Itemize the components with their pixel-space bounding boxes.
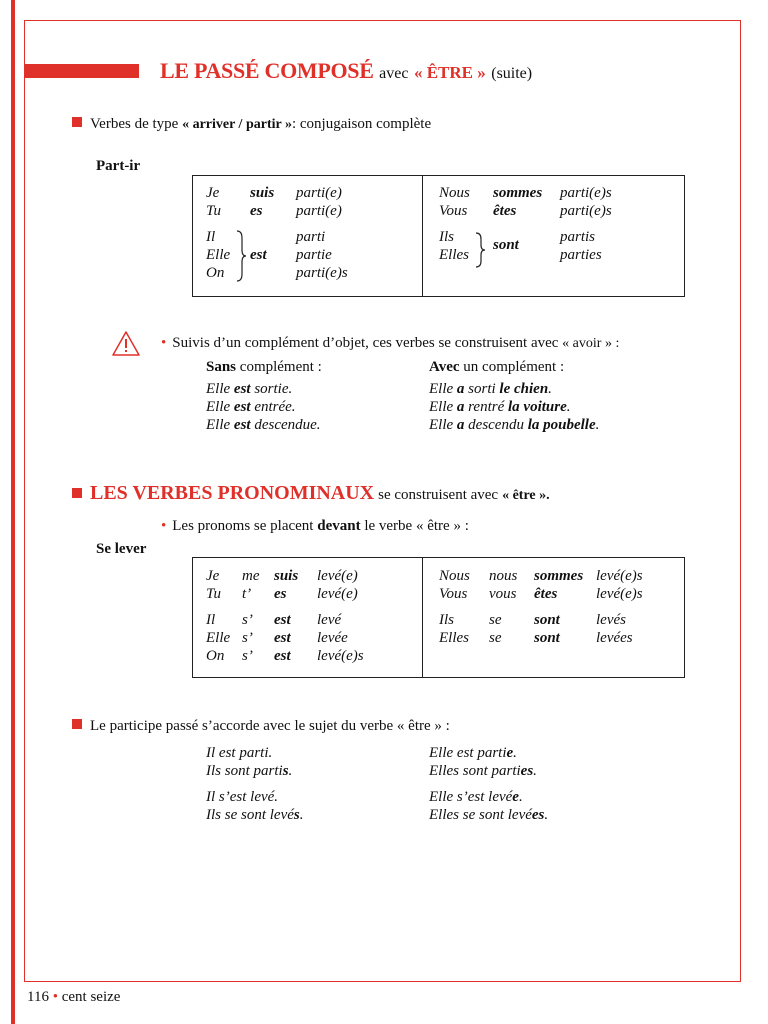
ex-ending: s <box>282 763 289 779</box>
sans-rest: complément : <box>239 359 322 375</box>
ex-ending: e <box>512 789 519 805</box>
section3-intro <box>72 718 450 735</box>
reflexive-pronoun: se <box>489 612 502 628</box>
title-avec: avec <box>379 65 409 82</box>
ex-participle: descendue. <box>254 417 321 433</box>
ex-text: Ils se sont levé <box>206 807 294 823</box>
auxiliary: es <box>250 203 263 219</box>
participle: levé(e) <box>317 586 358 602</box>
participle: parti <box>296 229 326 245</box>
bullet-prefix: Les pronoms se placent <box>172 518 314 534</box>
pronoun: Je <box>206 568 220 584</box>
participle: parti(e)s <box>560 185 612 201</box>
agreement-example <box>206 807 303 824</box>
participle: parties <box>560 247 602 263</box>
ex-period: . <box>288 763 293 779</box>
ex-participle: rentré <box>468 399 505 415</box>
ex-participle: sortie. <box>254 381 293 397</box>
ex-subject: Elle <box>429 399 454 415</box>
red-square-bullet <box>72 117 82 127</box>
participle: parti(e)s <box>296 265 348 281</box>
pronoun: Elle <box>206 247 231 263</box>
ex-aux: a <box>456 417 465 433</box>
participle: levées <box>596 630 633 646</box>
pronoun: Ils <box>439 612 454 628</box>
ex-participle: descendu <box>468 417 524 433</box>
ex-text: Elle est parti <box>429 745 507 761</box>
intro-prefix: Verbes de type <box>90 116 179 132</box>
ex-subject: Elle <box>206 417 231 433</box>
pronoun: Tu <box>206 203 222 219</box>
agreement-example <box>429 745 517 762</box>
reflexive-pronoun: s’ <box>242 612 253 628</box>
intro-verbs: « arriver / partir » <box>182 117 292 132</box>
ex-text: Elle s’est levé <box>429 789 513 805</box>
ex-object: le chien <box>499 381 549 397</box>
ex-period: . <box>513 745 517 761</box>
warning-avoir: « avoir » : <box>562 336 620 351</box>
pronoun: Nous <box>439 568 470 584</box>
agreement-example <box>429 763 537 780</box>
ex-ending: es <box>531 807 545 823</box>
ex-ending: es <box>520 763 534 779</box>
section2-bullet <box>161 518 469 535</box>
participle: levée <box>317 630 348 646</box>
ex-subject: Elle <box>429 417 454 433</box>
pronoun: Elles <box>439 630 469 646</box>
participle: parti(e) <box>296 185 342 201</box>
bullet-dot: • <box>161 518 167 534</box>
title-suite: (suite) <box>491 65 533 82</box>
conjugation-table-se-lever <box>192 557 685 678</box>
participle: levé(e)s <box>596 568 643 584</box>
avec-heading <box>429 359 564 376</box>
avec-example <box>429 417 599 434</box>
participle: levés <box>596 612 626 628</box>
warning-prefix: Suivis d’un complément d’objet, ces verbes se construisent avec <box>172 335 559 351</box>
ex-period: . <box>299 807 304 823</box>
auxiliary: est <box>274 648 291 664</box>
avec-bold: Avec <box>429 359 460 375</box>
ex-participle: sorti <box>468 381 496 397</box>
bullet-bold: devant <box>317 518 361 534</box>
section2-title: LES VERBES PRONOMINAUX <box>90 482 375 504</box>
pronoun: Il <box>206 612 216 628</box>
participle: levé(e) <box>317 568 358 584</box>
red-square-bullet <box>72 488 82 498</box>
pronoun: On <box>206 265 225 281</box>
avec-example <box>429 399 571 416</box>
reflexive-pronoun: se <box>489 630 502 646</box>
sans-example <box>206 399 296 416</box>
pronoun: Ils <box>439 229 454 245</box>
red-square-bullet <box>72 719 82 729</box>
ex-period: . <box>566 399 571 415</box>
table-divider <box>422 558 423 677</box>
agreement-example <box>206 745 272 762</box>
ex-aux: est <box>233 417 251 433</box>
section2-title-rest: se construisent avec <box>378 487 499 503</box>
agreement-example <box>206 763 292 780</box>
reflexive-pronoun: me <box>242 568 260 584</box>
ex-ending: s <box>293 807 300 823</box>
bullet-dot: • <box>161 335 167 351</box>
pronoun: On <box>206 648 225 664</box>
warning-icon <box>111 330 141 357</box>
participle: partie <box>296 247 332 263</box>
ex-text: Elles se sont levé <box>429 807 532 823</box>
verb-label-se-lever: Se lever <box>96 541 147 557</box>
brace-icon <box>474 232 486 268</box>
ex-participle: entrée. <box>254 399 296 415</box>
ex-text: Elles sont parti <box>429 763 521 779</box>
ex-period: . <box>544 807 549 823</box>
ex-object: la poubelle <box>527 417 596 433</box>
title-main: LE PASSÉ COMPOSÉ <box>160 58 374 83</box>
page-words: cent seize <box>61 989 121 1005</box>
auxiliary: suis <box>274 568 299 584</box>
pronoun: Tu <box>206 586 222 602</box>
pronoun: Vous <box>439 203 468 219</box>
auxiliary: êtes <box>493 203 517 219</box>
reflexive-pronoun: vous <box>489 586 517 602</box>
ex-aux: a <box>456 381 465 397</box>
section1-intro <box>72 116 431 133</box>
section2-heading <box>72 482 550 505</box>
ex-object: la voiture <box>508 399 567 415</box>
participle: partis <box>560 229 596 245</box>
ex-subject: Elle <box>206 381 231 397</box>
agreement-example <box>206 789 278 806</box>
ex-text: Ils sont parti <box>206 763 283 779</box>
reflexive-pronoun: nous <box>489 568 518 584</box>
sans-example <box>206 381 292 398</box>
auxiliary: sont <box>534 630 560 646</box>
participle: levé(e)s <box>596 586 643 602</box>
ex-subject: Elle <box>206 399 231 415</box>
sans-heading <box>206 359 322 376</box>
table-divider <box>422 176 423 296</box>
auxiliary: est <box>274 612 291 628</box>
section3-intro-text: Le participe passé s’accorde avec le sujet du verbe « être » : <box>90 718 450 734</box>
title-accent-bar <box>25 64 139 78</box>
auxiliary: sont <box>493 237 519 253</box>
sans-bold: Sans <box>206 359 237 375</box>
participle: levé(e)s <box>317 648 364 664</box>
intro-suffix: : conjugaison complète <box>291 116 432 132</box>
page-number: 116 <box>27 989 49 1005</box>
reflexive-pronoun: s’ <box>242 648 253 664</box>
verb-label-partir: Part-ir <box>96 158 141 174</box>
pronoun: Elle <box>206 630 231 646</box>
auxiliary: êtes <box>534 586 558 602</box>
page-title <box>160 58 532 84</box>
ex-period: . <box>548 381 552 397</box>
agreement-example <box>429 789 523 806</box>
conjugation-table-partir <box>192 175 685 297</box>
ex-aux: a <box>456 399 465 415</box>
ex-period: . <box>595 417 600 433</box>
ex-aux: est <box>233 399 251 415</box>
auxiliary: sont <box>534 612 560 628</box>
ex-aux: est <box>233 381 251 397</box>
avec-example <box>429 381 552 398</box>
avec-rest: un complément : <box>463 359 565 375</box>
auxiliary: est <box>274 630 291 646</box>
auxiliary: sommes <box>493 185 543 201</box>
pronoun: Je <box>206 185 220 201</box>
pronoun: Elles <box>439 247 469 263</box>
auxiliary: est <box>250 247 267 263</box>
pronoun: Vous <box>439 586 468 602</box>
title-etre: « ÊTRE » <box>413 63 486 82</box>
sans-example <box>206 417 321 434</box>
ex-ending: e <box>506 745 514 761</box>
ex-text: Il est parti. <box>206 745 273 761</box>
bullet-suffix: le verbe « être » : <box>364 518 469 534</box>
ex-period: . <box>518 789 523 805</box>
warning-text <box>161 335 619 352</box>
left-margin-bar <box>11 0 15 1024</box>
reflexive-pronoun: s’ <box>242 630 253 646</box>
section2-title-etre: « être ». <box>502 488 550 503</box>
brace-icon <box>235 230 247 282</box>
ex-text: Il s’est levé. <box>206 789 279 805</box>
pronoun: Nous <box>439 185 470 201</box>
agreement-example <box>429 807 548 824</box>
page-footer <box>27 989 120 1006</box>
ex-period: . <box>533 763 537 779</box>
participle: parti(e) <box>296 203 342 219</box>
participle: parti(e)s <box>560 203 612 219</box>
reflexive-pronoun: t’ <box>242 586 252 602</box>
auxiliary: sommes <box>534 568 584 584</box>
participle: levé <box>317 612 342 628</box>
footer-dot: • <box>52 989 58 1005</box>
pronoun: Il <box>206 229 216 245</box>
ex-subject: Elle <box>429 381 454 397</box>
auxiliary: suis <box>250 185 275 201</box>
auxiliary: es <box>274 586 287 602</box>
